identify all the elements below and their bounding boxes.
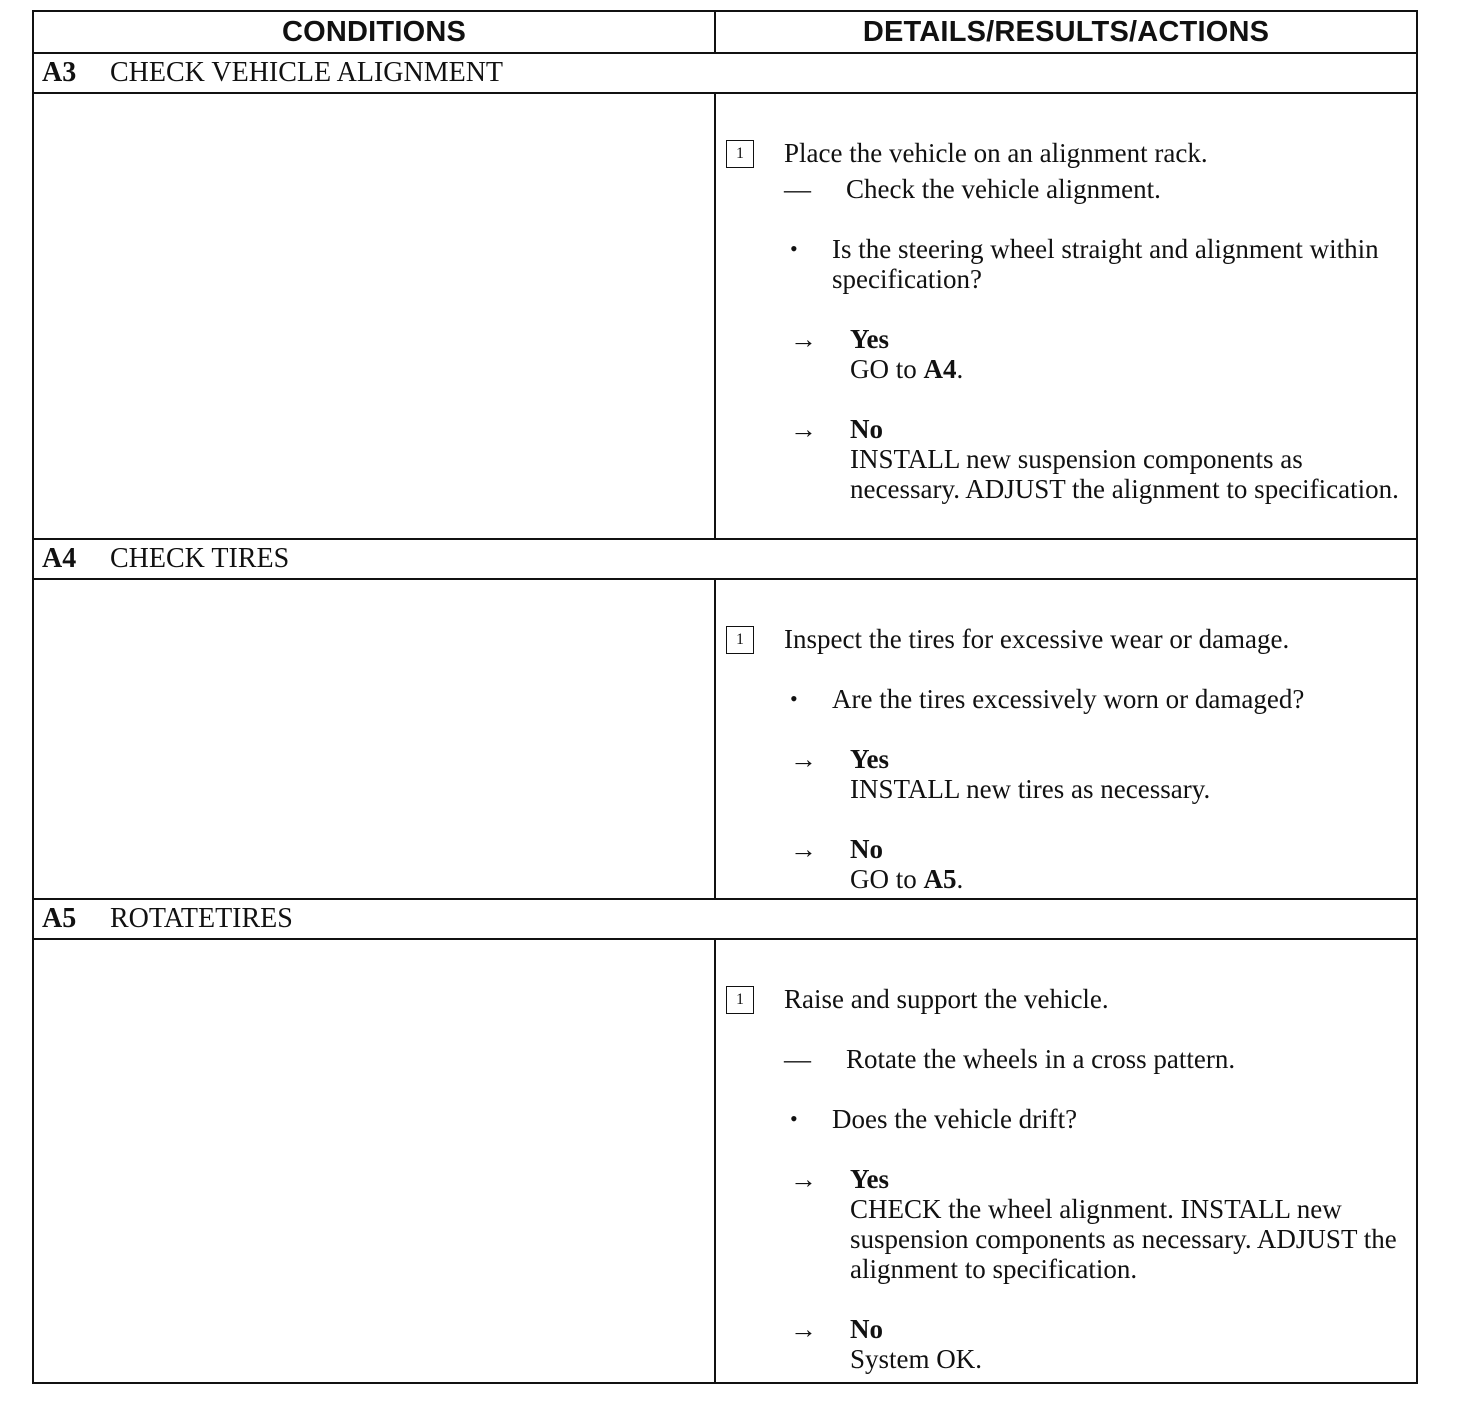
no-label: No [850, 834, 883, 864]
section-body-a4 [33, 579, 1417, 899]
step-text: Raise and support the vehicle. [784, 984, 1109, 1014]
step-1 [726, 984, 1406, 1014]
question-item [790, 684, 1406, 714]
bullet-icon: • [790, 236, 798, 261]
arrow-right-icon: → [790, 834, 817, 864]
dash-item [784, 174, 1406, 204]
no-label: No [850, 414, 883, 444]
yes-label: Yes [850, 1164, 889, 1194]
table-header-row [33, 11, 1417, 53]
diagnostic-procedure-table [32, 10, 1418, 1384]
question-text: Is the steering wheel straight and alignment within specification? [832, 234, 1379, 294]
actions-cell [715, 579, 1417, 899]
question-text: Are the tires excessively worn or damaged? [832, 684, 1305, 714]
step-1 [726, 624, 1406, 654]
no-text: INSTALL new suspension components as necessary. ADJUST the alignment to specification. [850, 444, 1399, 504]
arrow-right-icon: → [790, 1314, 817, 1344]
no-branch [790, 834, 1406, 894]
dash-text: Rotate the wheels in a cross pattern. [846, 1044, 1236, 1074]
bullet-icon: • [790, 686, 798, 711]
arrow-right-icon: → [790, 744, 817, 774]
section-id: A5 [42, 903, 77, 934]
arrow-right-icon: → [790, 1164, 817, 1194]
procedure-table [32, 10, 1418, 1384]
question-item [790, 234, 1406, 294]
yes-text: CHECK the wheel alignment. INSTALL new suspension components as necessary. ADJUST the alignment to specification. [850, 1194, 1397, 1284]
dash-icon: — [784, 174, 811, 204]
yes-branch [790, 1164, 1406, 1284]
step-text: Inspect the tires for excessive wear or damage. [784, 624, 1290, 654]
question-item [790, 1104, 1406, 1134]
dash-text: Check the vehicle alignment. [846, 174, 1161, 204]
section-body-a3 [33, 93, 1417, 539]
section-title: CHECK TIRES [110, 543, 290, 574]
section-body-a5 [33, 939, 1417, 1383]
dash-icon: — [784, 1044, 811, 1074]
step-number-box: 1 [726, 986, 754, 1014]
yes-text-prefix: GO to [850, 354, 924, 384]
yes-branch [790, 744, 1406, 804]
conditions-cell [33, 93, 715, 539]
bullet-icon: • [790, 1106, 798, 1131]
section-id: A3 [42, 57, 77, 88]
conditions-cell [33, 939, 715, 1383]
actions-cell [715, 939, 1417, 1383]
yes-text-suffix: . [956, 354, 964, 384]
details-header: DETAILS/RESULTS/ACTIONS [715, 11, 1417, 53]
arrow-right-icon: → [790, 414, 817, 444]
section-id: A4 [42, 543, 77, 574]
yes-branch [790, 324, 1406, 384]
no-text-prefix: GO to [850, 864, 924, 894]
conditions-header: CONDITIONS [33, 11, 715, 53]
actions-cell [715, 93, 1417, 539]
no-text: System OK. [850, 1344, 983, 1374]
no-branch [790, 414, 1406, 504]
yes-label: Yes [850, 324, 889, 354]
section-title: ROTATETIRES [110, 903, 293, 934]
yes-text: INSTALL new tires as necessary. [850, 774, 1211, 804]
step-number-box: 1 [726, 626, 754, 654]
dash-item [784, 1044, 1406, 1074]
section-header-a4 [33, 539, 1417, 579]
no-text-suffix: . [956, 864, 964, 894]
yes-label: Yes [850, 744, 889, 774]
arrow-right-icon: → [790, 324, 817, 354]
section-header-a5 [33, 899, 1417, 939]
section-title: CHECK VEHICLE ALIGNMENT [110, 57, 504, 88]
step-1 [726, 138, 1406, 168]
step-number-box: 1 [726, 140, 754, 168]
question-text: Does the vehicle drift? [832, 1104, 1078, 1134]
conditions-cell [33, 579, 715, 899]
yes-text-ref: A4 [923, 354, 957, 384]
step-text: Place the vehicle on an alignment rack. [784, 138, 1208, 168]
no-branch [790, 1314, 1406, 1374]
no-label: No [850, 1314, 883, 1344]
no-text-ref: A5 [923, 864, 957, 894]
section-header-a3 [33, 53, 1417, 93]
